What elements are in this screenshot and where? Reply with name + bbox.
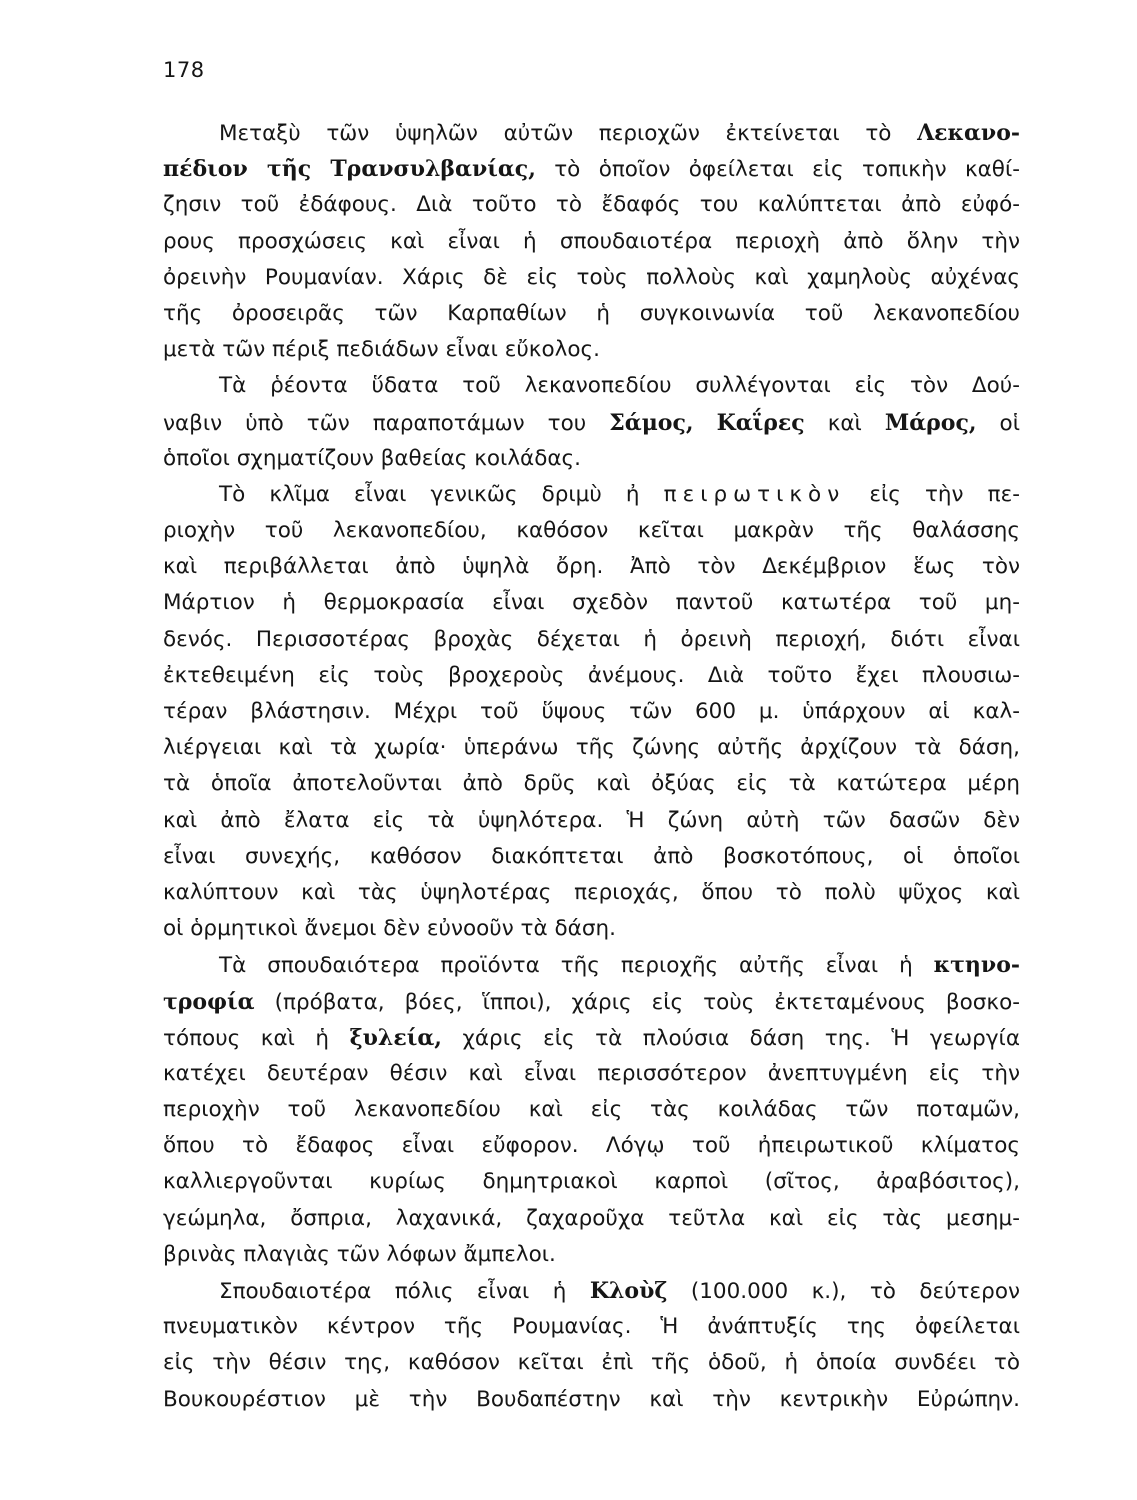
bold-term: ξυλεία,: [349, 1024, 442, 1051]
spaced-term: πειρωτικὸν: [663, 481, 846, 507]
text-line: πνευματικὸν κέντρον τῆς Ρουμανίας. Ἡ ἀνάπτυξίς της ὀφείλεται: [163, 1314, 1020, 1340]
text-line: Τὸ κλῖμα εἶναι γενικῶς δριμὺ ἠ πειρωτικὸν εἰς τὴν πε-: [219, 481, 1020, 507]
text-line: καλύπτουν καὶ τὰς ὑψηλοτέρας περιοχάς, ὅπου τὸ πολὺ ψῦχος καὶ: [163, 879, 1020, 905]
paragraph-climate: [163, 477, 1020, 947]
bold-term: Σάμος,: [609, 409, 694, 436]
paragraph-products: [163, 947, 1020, 1273]
text-line: τροφία (πρόβατα, βόες, ἵπποι), χάρις εἰς τοὺς ἐκτεταμένους βοσκο-: [163, 988, 1020, 1015]
bold-term: πέδιον τῆς Τρανσυλβανίας,: [163, 156, 536, 183]
text-line: Μάρτιον ἡ θερμοκρασία εἶναι σχεδὸν παντοῦ κατωτέρα τοῦ μη-: [163, 590, 1020, 616]
text-line: ρους προσχώσεις καὶ εἶναι ἡ σπουδαιοτέρα περιοχὴ ἀπὸ ὅλην τὴν: [163, 228, 1020, 254]
text-line: καλλιεργοῦνται κυρίως δημητριακοὶ καρποὶ (σῖτος, ἀραβόσιτος),: [163, 1169, 1020, 1195]
bold-term: Κλοὺζ: [589, 1278, 668, 1304]
text-line: τῆς ὀροσειρᾶς τῶν Καρπαθίων ἡ συγκοινωνία τοῦ λεκανοπεδίου: [163, 300, 1020, 326]
bold-term: τροφία: [163, 988, 255, 1015]
bold-term: Καΐρες: [716, 409, 805, 436]
text-line: ριοχὴν τοῦ λεκανοπεδίου, καθόσον κεῖται μακρὰν τῆς θαλάσσης: [163, 518, 1020, 544]
text-line: γεώμηλα, ὄσπρια, λαχανικά, ζαχαροῦχα τεῦτλα καὶ εἰς τὰς μεσημ-: [163, 1205, 1020, 1231]
text-line: Μεταξὺ τῶν ὑψηλῶν αὐτῶν περιοχῶν ἐκτείνεται τὸ Λεκανο-: [219, 120, 1020, 146]
text-line: ἐκτεθειμένη εἰς τοὺς βροχεροὺς ἀνέμους. Διὰ τοῦτο ἔχει πλουσιω-: [163, 662, 1020, 688]
bold-term: κτηνο-: [933, 952, 1020, 979]
text-line: ζησιν τοῦ ἐδάφους. Διὰ τοῦτο τὸ ἔδαφός του καλύπτεται ἀπὸ εὐφό-: [163, 192, 1020, 218]
text-line: μετὰ τῶν πέριξ πεδιάδων εἶναι εὔκολος.: [163, 337, 600, 363]
page-number: 178: [163, 58, 205, 82]
text-line: τέραν βλάστησιν. Μέχρι τοῦ ὕψους τῶν 600 μ. ὑπάρχουν αἱ καλ-: [163, 699, 1020, 724]
text-line: ὅπου τὸ ἔδαφος εἶναι εὔφορον. Λόγῳ τοῦ ἠπειρωτικοῦ κλίματος: [163, 1133, 1020, 1159]
text-line: πέδιον τῆς Τρανσυλβανίας, τὸ ὁποῖον ὀφείλεται εἰς τοπικὴν καθί-: [163, 156, 1020, 183]
text-line: κατέχει δευτέραν θέσιν καὶ εἶναι περισσότερον ἀνεπτυγμένη εἰς τὴν: [163, 1060, 1020, 1086]
bold-term: Μάρος,: [884, 409, 977, 436]
text-line: ὀρεινὴν Ρουμανίαν. Χάρις δὲ εἰς τοὺς πολλοὺς καὶ χαμηλοὺς αὐχένας: [163, 264, 1020, 290]
text-line: Βουκουρέστιον μὲ τὴν Βουδαπέστην καὶ τὴν κεντρικὴν Εὐρώπην.: [163, 1386, 1020, 1412]
text-line: Σπουδαιοτέρα πόλις εἶναι ἡ Κλοὺζ (100.000 κ.), τὸ δεύτερον: [219, 1278, 1020, 1304]
text-line: λιέργειαι καὶ τὰ χωρία· ὑπεράνω τῆς ζώνης αὐτῆς ἀρχίζουν τὰ δάση,: [163, 735, 1020, 761]
text-line: περιοχὴν τοῦ λεκανοπεδίου καὶ εἰς τὰς κοιλάδας τῶν ποταμῶν,: [163, 1097, 1020, 1123]
text-line: τὰ ὁποῖα ἀποτελοῦνται ἀπὸ δρῦς καὶ ὀξύας εἰς τὰ κατώτερα μέρη: [163, 771, 1020, 797]
bold-term: Λεκανο-: [917, 120, 1020, 146]
text-line: Τὰ ῥέοντα ὕδατα τοῦ λεκανοπεδίου συλλέγονται εἰς τὸν Δού-: [219, 373, 1020, 399]
body-text: [163, 115, 1020, 1418]
text-line: δενός. Περισσοτέρας βροχὰς δέχεται ἡ ὀρεινὴ περιοχή, διότι εἶναι: [163, 626, 1020, 652]
text-line: καὶ περιβάλλεται ἀπὸ ὑψηλὰ ὄρη. Ἀπὸ τὸν Δεκέμβριον ἕως τὸν: [163, 554, 1020, 580]
text-line: εἰς τὴν θέσιν της, καθόσον κεῖται ἐπὶ τῆς ὁδοῦ, ἡ ὁποία συνδέει τὸ: [163, 1350, 1020, 1376]
text-line: καὶ ἀπὸ ἔλατα εἰς τὰ ὑψηλότερα. Ἡ ζώνη αὐτὴ τῶν δασῶν δὲν: [163, 807, 1020, 833]
text-line: βρινὰς πλαγιὰς τῶν λόφων ἄμπελοι.: [163, 1241, 556, 1267]
text-line: ὁποῖοι σχηματίζουν βαθείας κοιλάδας.: [163, 445, 582, 471]
text-line: ναβιν ὑπὸ τῶν παραποτάμων του Σάμος, Καΐρες καὶ Μάρος, οἱ: [163, 409, 1020, 436]
paragraph-rivers: [163, 368, 1020, 477]
paragraph-cluj: [163, 1273, 1020, 1418]
text-line: οἱ ὁρμητικοὶ ἄνεμοι δὲν εὐνοοῦν τὰ δάση.: [163, 916, 616, 942]
text-line: τόπους καὶ ἡ ξυλεία, χάρις εἰς τὰ πλούσια δάση της. Ἡ γεωργία: [163, 1024, 1020, 1051]
paragraph-transylvania-basin: [163, 115, 1020, 368]
text-line: Τὰ σπουδαιότερα προϊόντα τῆς περιοχῆς αὐτῆς εἶναι ἡ κτηνο-: [219, 952, 1020, 979]
text-line: εἶναι συνεχής, καθόσον διακόπτεται ἀπὸ βοσκοτόπους, οἱ ὁποῖοι: [163, 843, 1020, 869]
